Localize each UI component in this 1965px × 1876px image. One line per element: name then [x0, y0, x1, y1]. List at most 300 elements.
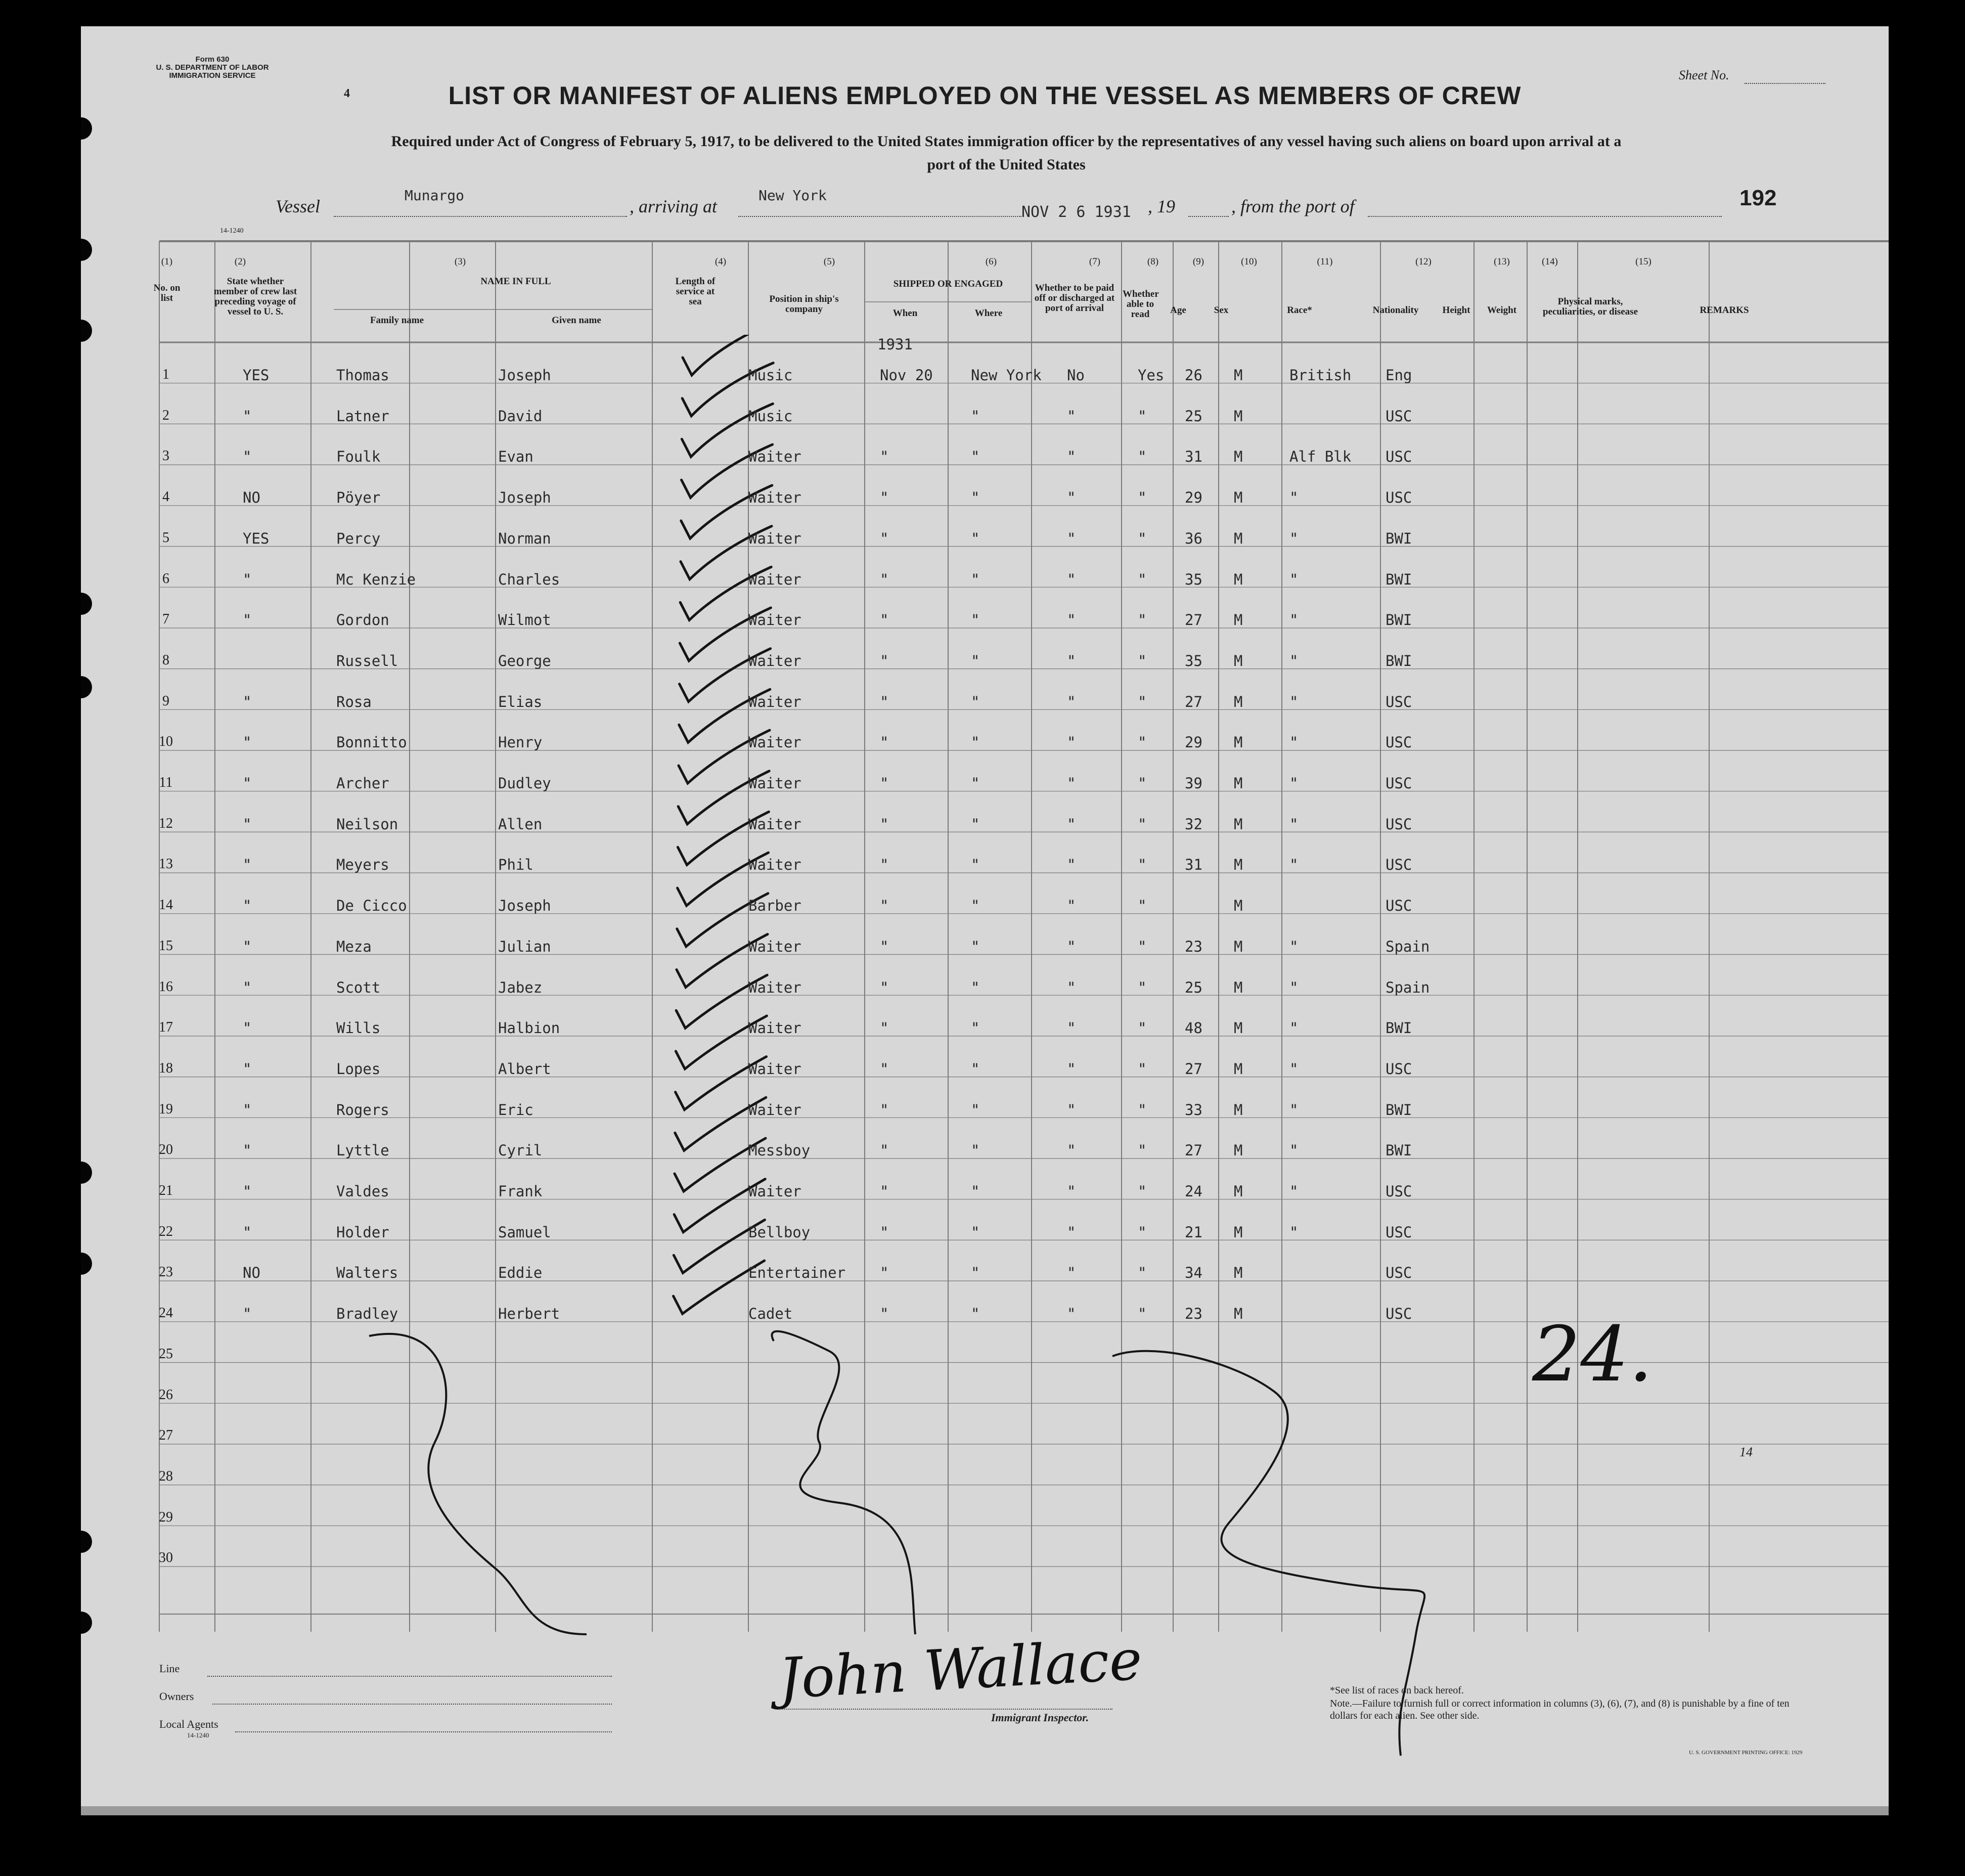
col-num: (8)	[1147, 256, 1159, 267]
cell-given: Joseph	[498, 897, 551, 915]
cell-when: "	[880, 1223, 889, 1241]
subtitle-line-2: port of the United States	[927, 156, 1086, 173]
footer-line-underline	[207, 1676, 612, 1677]
margin-mark: 14	[1739, 1445, 1753, 1459]
cell-when: "	[880, 652, 889, 669]
cell-read: "	[1138, 489, 1147, 507]
cell-when: "	[880, 937, 889, 955]
cell-race: "	[1289, 652, 1299, 669]
cell-position: Waiter	[748, 815, 801, 833]
cell-read: "	[1138, 897, 1147, 915]
cell-position: Music	[748, 367, 793, 384]
cell-read: "	[1138, 1142, 1147, 1159]
cell-no: 11	[159, 775, 173, 790]
cell-position: Waiter	[748, 1101, 801, 1119]
cell-when: "	[880, 693, 889, 710]
cell-age: 24	[1185, 1183, 1202, 1200]
footer-owners-label: Owners	[159, 1690, 194, 1703]
when-year: 1931	[877, 336, 913, 353]
cell-family: Gordon	[336, 611, 389, 629]
cell-sex: M	[1234, 611, 1243, 629]
cell-race: "	[1289, 611, 1299, 629]
empty-row-number: 27	[159, 1427, 173, 1444]
cell-given: Henry	[498, 734, 543, 751]
header-state-whether: State whether member of crew last preceding voyage of vessel to U. S.	[213, 276, 297, 317]
cell-given: Charles	[498, 570, 560, 588]
cell-sex: M	[1234, 1142, 1243, 1159]
header-able-read: Whether able to read	[1123, 289, 1159, 320]
cell-given: Phil	[498, 856, 533, 874]
cell-no: 22	[159, 1223, 173, 1239]
cell-position: Waiter	[748, 489, 801, 507]
cell-sex: M	[1234, 1183, 1243, 1200]
cell-state: NO	[243, 1264, 260, 1282]
form-code: 14-1240	[220, 227, 244, 235]
empty-row-number: 29	[159, 1509, 173, 1525]
cell-no: 17	[159, 1019, 173, 1036]
col-num: (15)	[1635, 256, 1651, 267]
cell-position: Waiter	[748, 856, 801, 874]
cell-nat: USC	[1386, 775, 1412, 792]
header-given-name: Given name	[552, 315, 601, 326]
cell-state: "	[243, 1101, 252, 1119]
header-where: Where	[974, 308, 1003, 319]
cell-sex: M	[1234, 815, 1243, 833]
manifest-sheet	[81, 26, 1889, 1806]
cell-no: 4	[162, 489, 169, 505]
header-nationality: Nationality	[1372, 305, 1419, 316]
cell-where: "	[971, 1060, 980, 1078]
cell-sex: M	[1234, 1060, 1243, 1078]
cell-race: "	[1289, 570, 1299, 588]
cell-when: "	[880, 1060, 889, 1078]
cell-no: 19	[159, 1101, 173, 1117]
cell-position: Waiter	[748, 448, 801, 466]
cell-race: British	[1289, 367, 1352, 384]
cell-state: YES	[243, 529, 270, 547]
cancel-squiggles	[81, 26, 1889, 1806]
cell-sex: M	[1234, 693, 1243, 710]
cell-state: "	[243, 1183, 252, 1200]
cell-where: "	[971, 937, 980, 955]
cell-where: "	[971, 407, 980, 425]
cell-state: "	[243, 611, 252, 629]
cell-age: 27	[1185, 693, 1202, 710]
cell-where: "	[971, 1019, 980, 1037]
cell-sex: M	[1234, 652, 1243, 669]
cell-position: Messboy	[748, 1142, 811, 1159]
cell-paid: "	[1067, 448, 1076, 466]
cell-state: "	[243, 734, 252, 751]
cell-age: 31	[1185, 856, 1202, 874]
cell-paid: "	[1067, 937, 1076, 955]
cell-age: 35	[1185, 652, 1202, 669]
cell-position: Waiter	[748, 1183, 801, 1200]
cell-family: Neilson	[336, 815, 398, 833]
cell-family: Thomas	[336, 367, 389, 384]
cell-position: Music	[748, 407, 793, 425]
cell-read: "	[1138, 570, 1147, 588]
cell-paid: "	[1067, 1101, 1076, 1119]
empty-row-number: 30	[159, 1550, 173, 1566]
cell-nat: BWI	[1386, 529, 1412, 547]
footer-line-label: Line	[159, 1662, 180, 1675]
cell-state: "	[243, 448, 252, 466]
cell-where: New York	[971, 367, 1042, 384]
cell-paid: "	[1067, 489, 1076, 507]
cell-position: Waiter	[748, 734, 801, 751]
empty-row-number: 25	[159, 1346, 173, 1362]
cell-family: Scott	[336, 978, 381, 996]
cell-race: "	[1289, 1101, 1299, 1119]
cell-state: "	[243, 978, 252, 996]
cell-given: Herbert	[498, 1305, 560, 1323]
cell-state: "	[243, 570, 252, 588]
cell-given: Elias	[498, 693, 543, 710]
cell-state: "	[243, 1060, 252, 1078]
date-stamp: NOV 2 6 1931	[1021, 203, 1131, 221]
cell-family: Rosa	[336, 693, 372, 710]
header-weight: Weight	[1487, 305, 1517, 316]
cell-read: "	[1138, 1060, 1147, 1078]
cell-read: "	[1138, 978, 1147, 996]
sheet-number-label: Sheet No.	[1679, 68, 1729, 82]
cell-where: "	[971, 448, 980, 466]
cell-no: 2	[162, 407, 169, 423]
cell-read: "	[1138, 611, 1147, 629]
cell-sex: M	[1234, 775, 1243, 792]
cell-position: Waiter	[748, 1060, 801, 1078]
cell-position: Barber	[748, 897, 801, 915]
cell-where: "	[971, 978, 980, 996]
cell-read: "	[1138, 693, 1147, 710]
cell-given: George	[498, 652, 551, 669]
races-note: *See list of races on back hereof.	[1330, 1685, 1464, 1696]
cell-where: "	[971, 1223, 980, 1241]
cell-race: "	[1289, 978, 1299, 996]
cell-age: 29	[1185, 489, 1202, 507]
cell-age: 39	[1185, 775, 1202, 792]
cell-no: 3	[162, 448, 169, 464]
cell-no: 9	[162, 693, 169, 709]
cell-state: "	[243, 1223, 252, 1241]
cell-sex: M	[1234, 897, 1243, 915]
footer-code: 14-1240	[187, 1731, 209, 1739]
cell-no: 15	[159, 937, 173, 954]
cell-when: "	[880, 1019, 889, 1037]
cell-when: "	[880, 448, 889, 466]
cell-position: Waiter	[748, 775, 801, 792]
cell-no: 12	[159, 815, 173, 831]
col-num: (14)	[1542, 256, 1558, 267]
year-prefix: , 19	[1148, 196, 1175, 216]
cell-sex: M	[1234, 407, 1243, 425]
cell-age: 29	[1185, 734, 1202, 751]
cell-paid: "	[1067, 978, 1076, 996]
cell-where: "	[971, 693, 980, 710]
cell-when: "	[880, 570, 889, 588]
col-num: (11)	[1317, 256, 1333, 267]
cell-sex: M	[1234, 1223, 1243, 1241]
cell-family: Latner	[336, 407, 389, 425]
printing-office: U. S. GOVERNMENT PRINTING OFFICE: 1929	[1689, 1750, 1803, 1756]
cell-given: Julian	[498, 937, 551, 955]
cell-where: "	[971, 529, 980, 547]
cell-where: "	[971, 815, 980, 833]
cell-given: Norman	[498, 529, 551, 547]
cell-no: 5	[162, 529, 169, 546]
cell-no: 21	[159, 1183, 173, 1198]
cell-sex: M	[1234, 1101, 1243, 1119]
cell-nat: USC	[1386, 897, 1412, 915]
arriving-value: New York	[758, 187, 827, 204]
cell-sex: M	[1234, 856, 1243, 874]
cell-nat: USC	[1386, 815, 1412, 833]
form-number: Form 630	[195, 55, 230, 64]
cell-read: "	[1138, 652, 1147, 669]
cell-given: Wilmot	[498, 611, 551, 629]
cell-read: "	[1138, 1305, 1147, 1323]
cell-position: Bellboy	[748, 1223, 811, 1241]
cell-family: Meza	[336, 937, 372, 955]
signature-line	[779, 1709, 1112, 1710]
cell-position: Cadet	[748, 1305, 793, 1323]
cell-age: 33	[1185, 1101, 1202, 1119]
cell-when: "	[880, 1183, 889, 1200]
header-name-in-full: NAME IN FULL	[480, 276, 551, 287]
cell-nat: BWI	[1386, 1142, 1412, 1159]
cell-paid: "	[1067, 734, 1076, 751]
footer-agents-label: Local Agents	[159, 1718, 218, 1730]
scan-edge	[81, 1806, 1889, 1815]
cell-where: "	[971, 570, 980, 588]
col-num: (4)	[714, 256, 727, 267]
empty-row-number: 26	[159, 1387, 173, 1403]
cell-read: "	[1138, 856, 1147, 874]
cell-state: "	[243, 407, 252, 425]
cell-where: "	[971, 775, 980, 792]
cell-position: Waiter	[748, 1019, 801, 1037]
cell-family: Foulk	[336, 448, 381, 466]
cell-age: 26	[1185, 367, 1202, 384]
cell-given: Jabez	[498, 978, 543, 996]
header-remarks: REMARKS	[1700, 305, 1749, 316]
page-title: LIST OR MANIFEST OF ALIENS EMPLOYED ON THE VESSEL AS MEMBERS OF CREW	[448, 81, 1522, 110]
cell-paid: "	[1067, 897, 1076, 915]
cell-age: 27	[1185, 611, 1202, 629]
cell-sex: M	[1234, 570, 1243, 588]
header-height: Height	[1442, 305, 1470, 316]
cell-sex: M	[1234, 489, 1243, 507]
cell-paid: "	[1067, 693, 1076, 710]
cell-state: "	[243, 856, 252, 874]
cell-position: Waiter	[748, 693, 801, 710]
cell-given: Dudley	[498, 775, 551, 792]
col-num: (13)	[1494, 256, 1510, 267]
cell-nat: USC	[1386, 448, 1412, 466]
cell-sex: M	[1234, 367, 1243, 384]
cell-paid: "	[1067, 1305, 1076, 1323]
cell-state: "	[243, 897, 252, 915]
cell-when: "	[880, 734, 889, 751]
department-name: U. S. DEPARTMENT OF LABOR	[156, 63, 269, 72]
cell-read: "	[1138, 937, 1147, 955]
cell-position: Waiter	[748, 529, 801, 547]
arriving-label: , arriving at	[630, 196, 718, 216]
cell-paid: "	[1067, 856, 1076, 874]
cell-nat: BWI	[1386, 1019, 1412, 1037]
cell-position: Waiter	[748, 570, 801, 588]
cell-no: 8	[162, 652, 169, 668]
cell-position: Waiter	[748, 937, 801, 955]
cell-nat: Eng	[1386, 367, 1412, 384]
page-number: 192	[1739, 186, 1777, 210]
footer-agents-underline	[235, 1731, 612, 1732]
cell-read: "	[1138, 448, 1147, 466]
cell-age: 25	[1185, 978, 1202, 996]
cell-when: "	[880, 815, 889, 833]
cell-nat: USC	[1386, 856, 1412, 874]
cell-race: "	[1289, 1223, 1299, 1241]
cell-no: 1	[162, 367, 169, 382]
cell-family: Bradley	[336, 1305, 398, 1323]
cell-paid: "	[1067, 1264, 1076, 1282]
cell-race: "	[1289, 937, 1299, 955]
cell-family: Bonnitto	[336, 734, 407, 751]
cell-family: Meyers	[336, 856, 389, 874]
cell-race: "	[1289, 1019, 1299, 1037]
cell-sex: M	[1234, 1305, 1243, 1323]
cell-no: 14	[159, 897, 173, 913]
cell-race: "	[1289, 815, 1299, 833]
cell-family: Lyttle	[336, 1142, 389, 1159]
vessel-label: Vessel	[276, 196, 320, 216]
col-num: (9)	[1192, 256, 1204, 267]
cell-read: "	[1138, 734, 1147, 751]
cell-nat: USC	[1386, 1060, 1412, 1078]
cell-where: "	[971, 1305, 980, 1323]
cell-age: 21	[1185, 1223, 1202, 1241]
from-port-label: , from the port of	[1231, 196, 1355, 216]
cell-paid: "	[1067, 529, 1076, 547]
empty-row-number: 28	[159, 1468, 173, 1484]
cell-family: Russell	[336, 652, 398, 669]
cell-where: "	[971, 856, 980, 874]
cell-family: Pöyer	[336, 489, 381, 507]
cell-when: "	[880, 775, 889, 792]
footer-owners-underline	[212, 1704, 612, 1705]
cell-given: Joseph	[498, 367, 551, 384]
cell-paid: "	[1067, 815, 1076, 833]
cell-sex: M	[1234, 1019, 1243, 1037]
cell-no: 18	[159, 1060, 173, 1076]
cell-no: 20	[159, 1142, 173, 1158]
cell-given: David	[498, 407, 543, 425]
vessel-value: Munargo	[405, 187, 465, 204]
cell-where: "	[971, 1183, 980, 1200]
cell-where: "	[971, 734, 980, 751]
cell-race: "	[1289, 1183, 1299, 1200]
header-position: Position in ship's company	[769, 294, 839, 315]
inspector-signature: John Wallace	[777, 1627, 1144, 1711]
cell-nat: USC	[1386, 1264, 1412, 1282]
cell-nat: USC	[1386, 1223, 1412, 1241]
cell-when: "	[880, 978, 889, 996]
cell-where: "	[971, 489, 980, 507]
cell-given: Frank	[498, 1183, 543, 1200]
handwritten-total: 24.	[1532, 1311, 1653, 1399]
cell-paid: "	[1067, 570, 1076, 588]
cell-no: 6	[162, 570, 169, 587]
cell-nat: USC	[1386, 1305, 1412, 1323]
cell-when: "	[880, 897, 889, 915]
cell-paid: "	[1067, 407, 1076, 425]
cell-when: "	[880, 529, 889, 547]
cell-family: Archer	[336, 775, 389, 792]
cell-nat: USC	[1386, 1183, 1412, 1200]
cell-no: 24	[159, 1305, 173, 1321]
cell-when: "	[880, 611, 889, 629]
cell-sex: M	[1234, 529, 1243, 547]
header-sex: Sex	[1214, 305, 1229, 316]
subtitle-line-1: Required under Act of Congress of February 5, 1917, to be delivered to the United States immigration officer by the representatives of any vessel having such aliens on board upon arrival at a	[391, 133, 1622, 150]
cell-state: YES	[243, 367, 270, 384]
cell-family: De Cicco	[336, 897, 407, 915]
cell-given: Cyril	[498, 1142, 543, 1159]
cell-when: "	[880, 1264, 889, 1282]
cell-state: "	[243, 815, 252, 833]
cell-family: Valdes	[336, 1183, 389, 1200]
cell-sex: M	[1234, 1264, 1243, 1282]
cell-paid: "	[1067, 611, 1076, 629]
cell-age: 27	[1185, 1060, 1202, 1078]
cell-given: Eric	[498, 1101, 533, 1119]
penalty-note: Note.—Failure to furnish full or correct information in columns (3), (6), (7), and (8) is punishable by a fine of ten dollars for each alien. See other side.	[1330, 1698, 1790, 1721]
cell-family: Wills	[336, 1019, 381, 1037]
cell-where: "	[971, 1142, 980, 1159]
cell-position: Waiter	[748, 978, 801, 996]
cell-no: 23	[159, 1264, 173, 1280]
cell-where: "	[971, 1264, 980, 1282]
col-num: (3)	[454, 256, 466, 267]
cell-nat: USC	[1386, 489, 1412, 507]
cell-paid: "	[1067, 1183, 1076, 1200]
cell-state: "	[243, 1019, 252, 1037]
cell-age: 34	[1185, 1264, 1202, 1282]
header-no-on-list: No. on list	[153, 283, 181, 303]
cell-state: "	[243, 775, 252, 792]
cell-no: 13	[159, 856, 173, 872]
cell-sex: M	[1234, 937, 1243, 955]
cell-when: "	[880, 856, 889, 874]
cell-when: "	[880, 1101, 889, 1119]
cell-age: 32	[1185, 815, 1202, 833]
cell-given: Joseph	[498, 489, 551, 507]
cell-nat: USC	[1386, 734, 1412, 751]
cell-sex: M	[1234, 978, 1243, 996]
cell-family: Holder	[336, 1223, 389, 1241]
cell-given: Samuel	[498, 1223, 551, 1241]
cell-no: 7	[162, 611, 169, 628]
cell-nat: Spain	[1386, 937, 1430, 955]
cell-given: Evan	[498, 448, 533, 466]
col-num: (7)	[1089, 256, 1101, 267]
cell-family: Lopes	[336, 1060, 381, 1078]
cell-family: Rogers	[336, 1101, 389, 1119]
cell-when: "	[880, 1305, 889, 1323]
cell-race: "	[1289, 693, 1299, 710]
cell-position: Waiter	[748, 652, 801, 669]
